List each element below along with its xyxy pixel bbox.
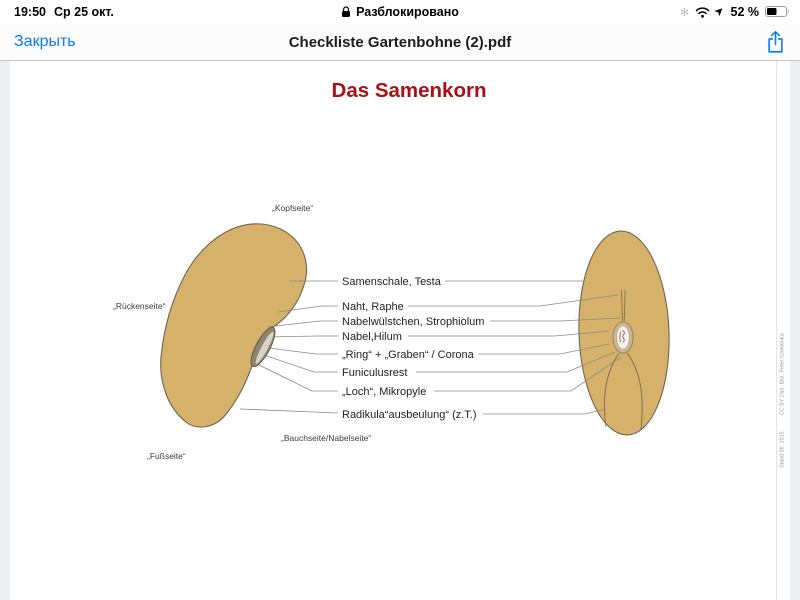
unlock-status-label: Разблокировано — [356, 5, 459, 19]
pdf-page — [10, 61, 790, 600]
leader-line — [261, 347, 338, 354]
pdf-content-area[interactable] — [0, 61, 800, 600]
part-label: „Ring“ + „Graben“ / Corona — [342, 349, 474, 361]
share-button[interactable] — [764, 29, 786, 55]
leader-line — [258, 353, 338, 372]
activity-spinner-icon: ✻ — [679, 6, 690, 19]
document-title: Checkliste Gartenbohne (2).pdf — [288, 33, 512, 51]
part-labels — [342, 276, 484, 421]
part-label: Nabelwülstchen, Strophiolum — [342, 316, 485, 328]
orientation-label-kopfseite: „Kopfseite“ — [272, 203, 314, 213]
part-label: Samenschale, Testa — [342, 276, 441, 288]
part-label: Radikula“ausbeulung“ (z.T.) — [342, 409, 477, 421]
part-label: Naht, Raphe — [342, 301, 404, 313]
lock-icon — [341, 6, 351, 18]
leader-line — [483, 409, 606, 414]
leader-line — [265, 336, 338, 337]
wifi-icon — [695, 7, 710, 18]
leader-line — [240, 409, 338, 413]
orientation-label-fussseite: „Fußseite“ — [147, 451, 186, 461]
diagram-title: Das Samenkorn — [331, 79, 487, 102]
share-icon — [766, 30, 785, 54]
battery-percent: 52 % — [730, 5, 759, 19]
attribution — [780, 333, 786, 468]
status-right — [680, 0, 790, 24]
part-label: Nabel,Hilum — [342, 331, 402, 343]
seed-diagram — [10, 61, 790, 600]
orientation-label-bauchseite: „Bauchseite/Nabelseite“ — [281, 433, 372, 443]
clock-time: 19:50 — [14, 5, 46, 19]
clock-date: Ср 25 окт. — [53, 5, 114, 19]
leader-line — [253, 362, 338, 391]
part-label: Funiculusrest — [342, 367, 408, 379]
location-arrow-icon: ➤ — [713, 4, 727, 19]
battery-icon — [765, 6, 790, 18]
attribution-date: Stand 08. 2015 — [779, 431, 786, 468]
attribution-license: CC BY Dipl.-Biol. Peter Szeklenka — [779, 333, 786, 415]
pdf-viewer-toolbar — [0, 24, 800, 61]
status-bar — [0, 0, 800, 24]
hilum-ventral-view — [613, 322, 633, 353]
part-label: „Loch“, Mikropyle — [342, 386, 427, 398]
close-button[interactable]: Закрыть — [14, 33, 76, 50]
orientation-label-rueckenseite: „Rückenseite“ — [113, 301, 166, 311]
